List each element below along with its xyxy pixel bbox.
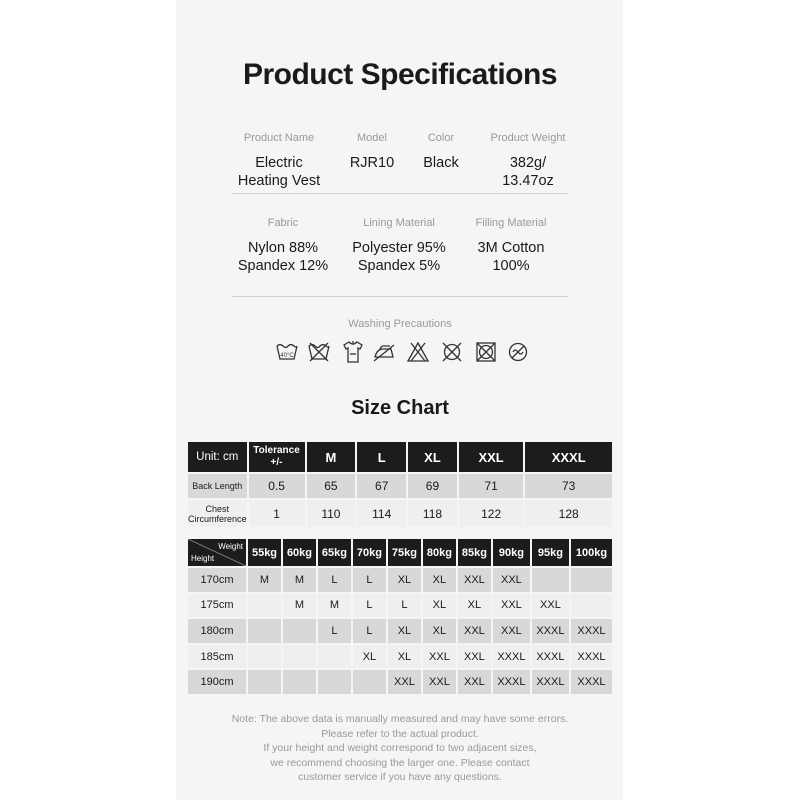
fit-cell: M bbox=[283, 594, 316, 618]
fit-cell bbox=[318, 645, 351, 669]
spec-value-line: 100% bbox=[492, 258, 530, 274]
fit-cell: XXL bbox=[532, 594, 569, 618]
fit-cell: XL bbox=[353, 645, 386, 669]
fit-cell bbox=[571, 594, 612, 618]
spec-value-line: Heating Vest bbox=[237, 173, 321, 189]
size-header: M bbox=[307, 442, 356, 472]
spec-label: Product Weight bbox=[490, 132, 566, 144]
size-value: 67 bbox=[357, 474, 406, 498]
fit-cell: XL bbox=[388, 645, 421, 669]
fit-cell: XXXL bbox=[571, 619, 612, 643]
height-value: 170cm bbox=[188, 568, 246, 592]
fit-cell bbox=[283, 670, 316, 694]
size-chart-table bbox=[186, 440, 614, 529]
spec-value bbox=[458, 154, 598, 190]
fit-cell: XL bbox=[388, 568, 421, 592]
tolerance-value: 1 bbox=[249, 500, 305, 527]
weight-header: 75kg bbox=[388, 539, 421, 566]
spec-label: Product Name bbox=[243, 132, 315, 144]
size-header: XL bbox=[408, 442, 457, 472]
size-header: L bbox=[357, 442, 406, 472]
spec-label: Filling Material bbox=[475, 217, 547, 229]
spec-value-line: RJR10 bbox=[349, 155, 395, 171]
fit-cell: L bbox=[353, 568, 386, 592]
size-value: 118 bbox=[408, 500, 457, 527]
spec-label: Lining Material bbox=[363, 217, 435, 229]
weight-header: 85kg bbox=[458, 539, 491, 566]
fit-cell bbox=[248, 645, 281, 669]
size-value: 71 bbox=[459, 474, 523, 498]
weight-header: 95kg bbox=[532, 539, 569, 566]
divider bbox=[232, 193, 568, 194]
fit-cell: XXL bbox=[493, 594, 530, 618]
spec-label: Model bbox=[357, 132, 387, 144]
fit-cell bbox=[532, 568, 569, 592]
weight-header: 80kg bbox=[423, 539, 456, 566]
fit-cell: XXL bbox=[423, 645, 456, 669]
size-value: 69 bbox=[408, 474, 457, 498]
spec-value-line: Black bbox=[423, 155, 459, 171]
size-header-row bbox=[188, 442, 612, 472]
fit-cell: XXXL bbox=[493, 670, 530, 694]
fit-cell: L bbox=[318, 619, 351, 643]
spec-value bbox=[441, 239, 581, 275]
divider bbox=[232, 296, 568, 297]
fit-row bbox=[188, 645, 612, 669]
fit-row bbox=[188, 568, 612, 592]
tolerance-label bbox=[249, 442, 305, 472]
spec-value-line: Nylon 88% bbox=[247, 240, 319, 256]
size-chart-title: Size Chart bbox=[351, 397, 449, 419]
height-value: 190cm bbox=[188, 670, 246, 694]
fit-cell bbox=[353, 670, 386, 694]
size-value: 65 bbox=[307, 474, 356, 498]
height-label: Height bbox=[191, 554, 215, 563]
weight-label: Weight bbox=[218, 542, 243, 551]
fit-cell: XXL bbox=[458, 645, 491, 669]
fit-cell: XXXL bbox=[571, 645, 612, 669]
weight-header: 65kg bbox=[318, 539, 351, 566]
fit-cell: XXXL bbox=[493, 645, 530, 669]
fit-cell: L bbox=[353, 594, 386, 618]
svg-text:40°C: 40°C bbox=[280, 353, 294, 359]
height-value: 180cm bbox=[188, 619, 246, 643]
unit-label: Unit: cm bbox=[188, 442, 247, 472]
size-value: 128 bbox=[525, 500, 612, 527]
row-label bbox=[188, 474, 247, 498]
fit-row bbox=[188, 619, 612, 643]
washing-icons bbox=[275, 340, 530, 364]
fit-cell: XL bbox=[458, 594, 491, 618]
fit-cell: XXL bbox=[423, 670, 456, 694]
spec-label: Color bbox=[427, 132, 455, 144]
note-line: Note: The above data is manually measured and may have some errors. bbox=[231, 713, 569, 725]
note bbox=[0, 712, 800, 785]
size-value: 114 bbox=[357, 500, 406, 527]
row-label bbox=[188, 500, 247, 527]
spec-value-line: Electric bbox=[255, 155, 303, 171]
fit-cell: XXXL bbox=[532, 619, 569, 643]
fit-cell: XXL bbox=[458, 568, 491, 592]
fit-cell: XXL bbox=[458, 670, 491, 694]
row-label-line: Back Length bbox=[192, 481, 243, 491]
fit-row bbox=[188, 670, 612, 694]
fit-cell: M bbox=[248, 568, 281, 592]
fit-cell bbox=[248, 670, 281, 694]
spec-value-line: Spandex 5% bbox=[357, 258, 441, 274]
spec-value-line: Spandex 12% bbox=[237, 258, 329, 274]
header-corner bbox=[188, 539, 246, 566]
fit-cell: XXL bbox=[388, 670, 421, 694]
row-label-line: Circumference bbox=[188, 513, 247, 524]
fit-row bbox=[188, 594, 612, 618]
fit-cell: L bbox=[353, 619, 386, 643]
weight-header: 70kg bbox=[353, 539, 386, 566]
fit-cell bbox=[283, 645, 316, 669]
size-row bbox=[188, 474, 612, 498]
fit-cell bbox=[248, 594, 281, 618]
fit-cell bbox=[571, 568, 612, 592]
fit-cell: XXL bbox=[493, 619, 530, 643]
spec-item bbox=[458, 129, 598, 190]
fit-cell: M bbox=[318, 594, 351, 618]
weight-header: 100kg bbox=[571, 539, 612, 566]
note-line: customer service if you have any questions. bbox=[298, 771, 502, 783]
spec-value-line: 13.47oz bbox=[502, 173, 554, 189]
fit-cell: XXXL bbox=[571, 670, 612, 694]
fit-header-row bbox=[188, 539, 612, 566]
fit-cell bbox=[283, 619, 316, 643]
size-value: 122 bbox=[459, 500, 523, 527]
weight-header: 55kg bbox=[248, 539, 281, 566]
fit-cell: L bbox=[388, 594, 421, 618]
note-line: If your height and weight correspond to two adjacent sizes, bbox=[263, 742, 537, 754]
note-line: we recommend choosing the larger one. Please contact bbox=[270, 756, 530, 769]
row-label-line: Chest bbox=[205, 503, 230, 514]
fit-cell: XL bbox=[423, 594, 456, 618]
spec-item bbox=[441, 214, 581, 275]
size-header: XXL bbox=[459, 442, 523, 472]
spec-label: Fabric bbox=[267, 217, 299, 229]
weight-header: 60kg bbox=[283, 539, 316, 566]
size-value: 110 bbox=[307, 500, 356, 527]
fit-cell: L bbox=[318, 568, 351, 592]
tolerance-label-line: +/- bbox=[270, 457, 283, 468]
height-value: 185cm bbox=[188, 645, 246, 669]
fit-cell: M bbox=[283, 568, 316, 592]
weight-header: 90kg bbox=[493, 539, 530, 566]
spec-value-line: 382g/ bbox=[509, 155, 547, 171]
tolerance-value: 0.5 bbox=[249, 474, 305, 498]
fit-cell bbox=[248, 619, 281, 643]
fit-cell: XL bbox=[423, 568, 456, 592]
note-line: Please refer to the actual product. bbox=[321, 727, 479, 740]
fit-cell: XXXL bbox=[532, 645, 569, 669]
fit-cell: XL bbox=[423, 619, 456, 643]
height-value: 175cm bbox=[188, 594, 246, 618]
fit-cell: XL bbox=[388, 619, 421, 643]
fit-chart-table bbox=[186, 537, 614, 696]
page-title: Product Specifications bbox=[242, 58, 558, 91]
fit-cell: XXXL bbox=[532, 670, 569, 694]
size-value: 73 bbox=[525, 474, 612, 498]
washing-label: Washing Precautions bbox=[348, 318, 452, 330]
size-header: XXXL bbox=[525, 442, 612, 472]
fit-cell bbox=[318, 670, 351, 694]
fit-cell: XXL bbox=[458, 619, 491, 643]
size-row bbox=[188, 500, 612, 527]
tolerance-label-line: Tolerance bbox=[253, 445, 300, 456]
spec-value-line: Polyester 95% bbox=[352, 240, 446, 256]
spec-value-line: 3M Cotton bbox=[477, 240, 545, 256]
fit-cell: XXL bbox=[493, 568, 530, 592]
